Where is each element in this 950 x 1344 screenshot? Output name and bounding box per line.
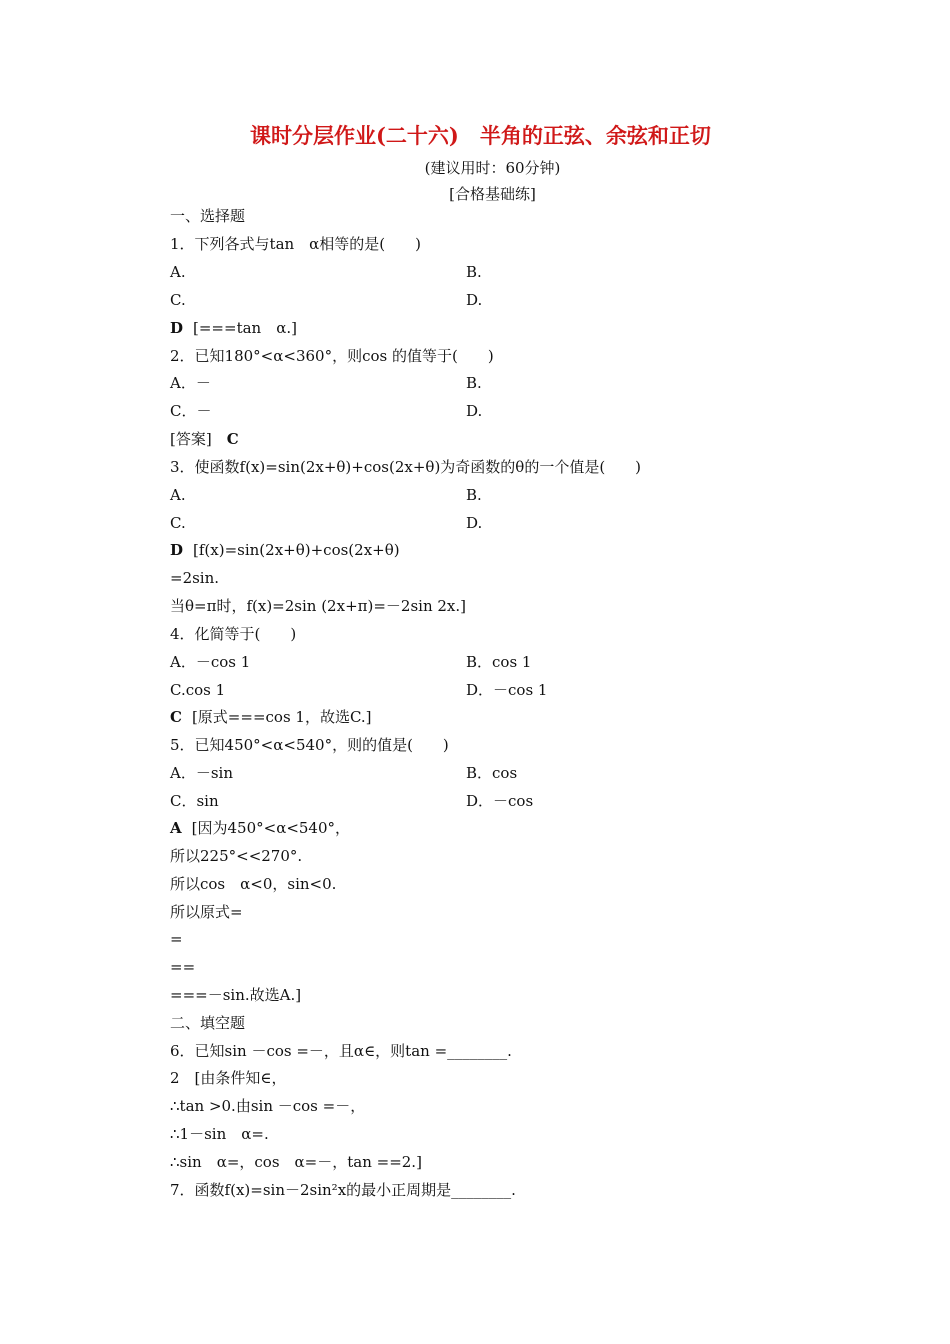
line-text: =2sin. (170, 569, 220, 587)
text-line (170, 540, 400, 560)
text-line (170, 1013, 245, 1033)
option-right: B. (466, 263, 482, 281)
line-text: 5．已知450°<α<540°，则的值是( ) (170, 736, 449, 754)
text-line (170, 401, 211, 421)
text-line (170, 373, 211, 393)
option-right: B. (466, 374, 482, 392)
line-text: 所以原式= (170, 903, 243, 921)
line-text: A．－sin (170, 764, 233, 782)
line-text: A．－cos 1 (170, 653, 251, 671)
option-right: B. (466, 486, 482, 504)
text-line (170, 346, 494, 366)
text-line (170, 763, 233, 783)
text-line (170, 680, 225, 700)
line-text: 当θ=π时，f(x)=2sin (2x+π)=－2sin 2x.] (170, 597, 467, 615)
page-title: 课时分层作业(二十六) 半角的正弦、余弦和正切 (250, 123, 711, 148)
line-text: C. (170, 291, 186, 309)
line-text: ∴tan >0.由sin －cos =－， (170, 1097, 366, 1115)
line-text: [f(x)=sin(2x+θ)+cos(2x+θ) (193, 541, 400, 559)
line-text: = (170, 930, 183, 948)
text-line (170, 846, 302, 866)
text-line (170, 1041, 512, 1061)
text-line (170, 902, 243, 922)
line-text: ===－sin.故选A.] (170, 986, 302, 1004)
text-line (170, 735, 449, 755)
line-text: 一、选择题 (170, 207, 246, 225)
option-right: D. (466, 514, 483, 532)
text-line (170, 1096, 365, 1116)
text-line (170, 624, 296, 644)
text-line (170, 457, 641, 477)
line-text: ∴1－sin α=. (170, 1125, 269, 1143)
line-text: C．－ (170, 402, 212, 420)
time-hint: (建议用时：60分钟) (424, 159, 561, 177)
text-line (170, 513, 186, 533)
level-label: [合格基础练] (449, 185, 536, 203)
line-text: 2．已知180°<α<360°，则cos 的值等于( ) (170, 347, 494, 365)
line-text: C. (170, 514, 186, 532)
text-line (170, 429, 239, 449)
text-line (170, 929, 183, 949)
line-text: A. (170, 486, 186, 504)
line-text: 所以cos α<0，sin<0. (170, 875, 337, 893)
answer-letter: C (226, 430, 239, 448)
line-text: 二、填空题 (170, 1014, 246, 1032)
line-text: C.cos 1 (170, 681, 226, 699)
option-right: B．cos 1 (466, 653, 532, 671)
text-line (170, 957, 195, 977)
line-text: [===tan α.] (193, 319, 297, 337)
text-line (170, 1152, 422, 1172)
line-text: 4．化简等于( ) (170, 625, 297, 643)
option-right: D．－cos 1 (466, 681, 548, 699)
line-text: [原式===cos 1，故选C.] (191, 708, 372, 726)
line-text: == (170, 958, 196, 976)
line-text: 3．使函数f(x)=sin(2x+θ)+cos(2x+θ)为奇函数的θ的一个值是( ) (170, 458, 642, 476)
line-text: [因为450°<α<540°， (191, 819, 351, 837)
text-line (170, 318, 297, 338)
text-line (170, 874, 336, 894)
text-line (170, 707, 372, 727)
option-right: D. (466, 402, 483, 420)
line-text: ∴sin α=，cos α=－，tan ==2.] (170, 1153, 422, 1171)
text-line (170, 791, 219, 811)
text-line (170, 1068, 287, 1088)
text-line (170, 290, 186, 310)
text-line (170, 1124, 269, 1144)
line-text: 2 [由条件知∈， (170, 1069, 287, 1087)
line-text: [答案] (170, 430, 227, 448)
text-line (170, 262, 186, 282)
line-text: C．sin (170, 792, 219, 810)
answer-letter: C (170, 708, 182, 726)
option-right: D．－cos (466, 792, 534, 810)
line-text: 6．已知sin －cos =－，且α∈，则tan =________. (170, 1042, 512, 1060)
line-text: 所以225°<<270°. (170, 847, 303, 865)
text-line (170, 206, 245, 226)
option-right: B．cos (466, 764, 518, 782)
line-text: 1．下列各式与tan α相等的是( ) (170, 235, 422, 253)
text-line (170, 596, 466, 616)
text-line (170, 652, 250, 672)
line-text: A．－ (170, 374, 211, 392)
answer-letter: D (170, 541, 184, 559)
text-line (170, 985, 301, 1005)
option-right: D. (466, 291, 483, 309)
text-line (170, 818, 350, 838)
text-line (170, 1180, 516, 1200)
text-line (170, 234, 421, 254)
text-line (170, 485, 186, 505)
line-text: A. (170, 263, 186, 281)
text-line (170, 568, 219, 588)
answer-letter: D (170, 319, 184, 337)
answer-letter: A (170, 819, 182, 837)
line-text: 7．函数f(x)=sin－2sin²x的最小正周期是________. (170, 1181, 516, 1199)
